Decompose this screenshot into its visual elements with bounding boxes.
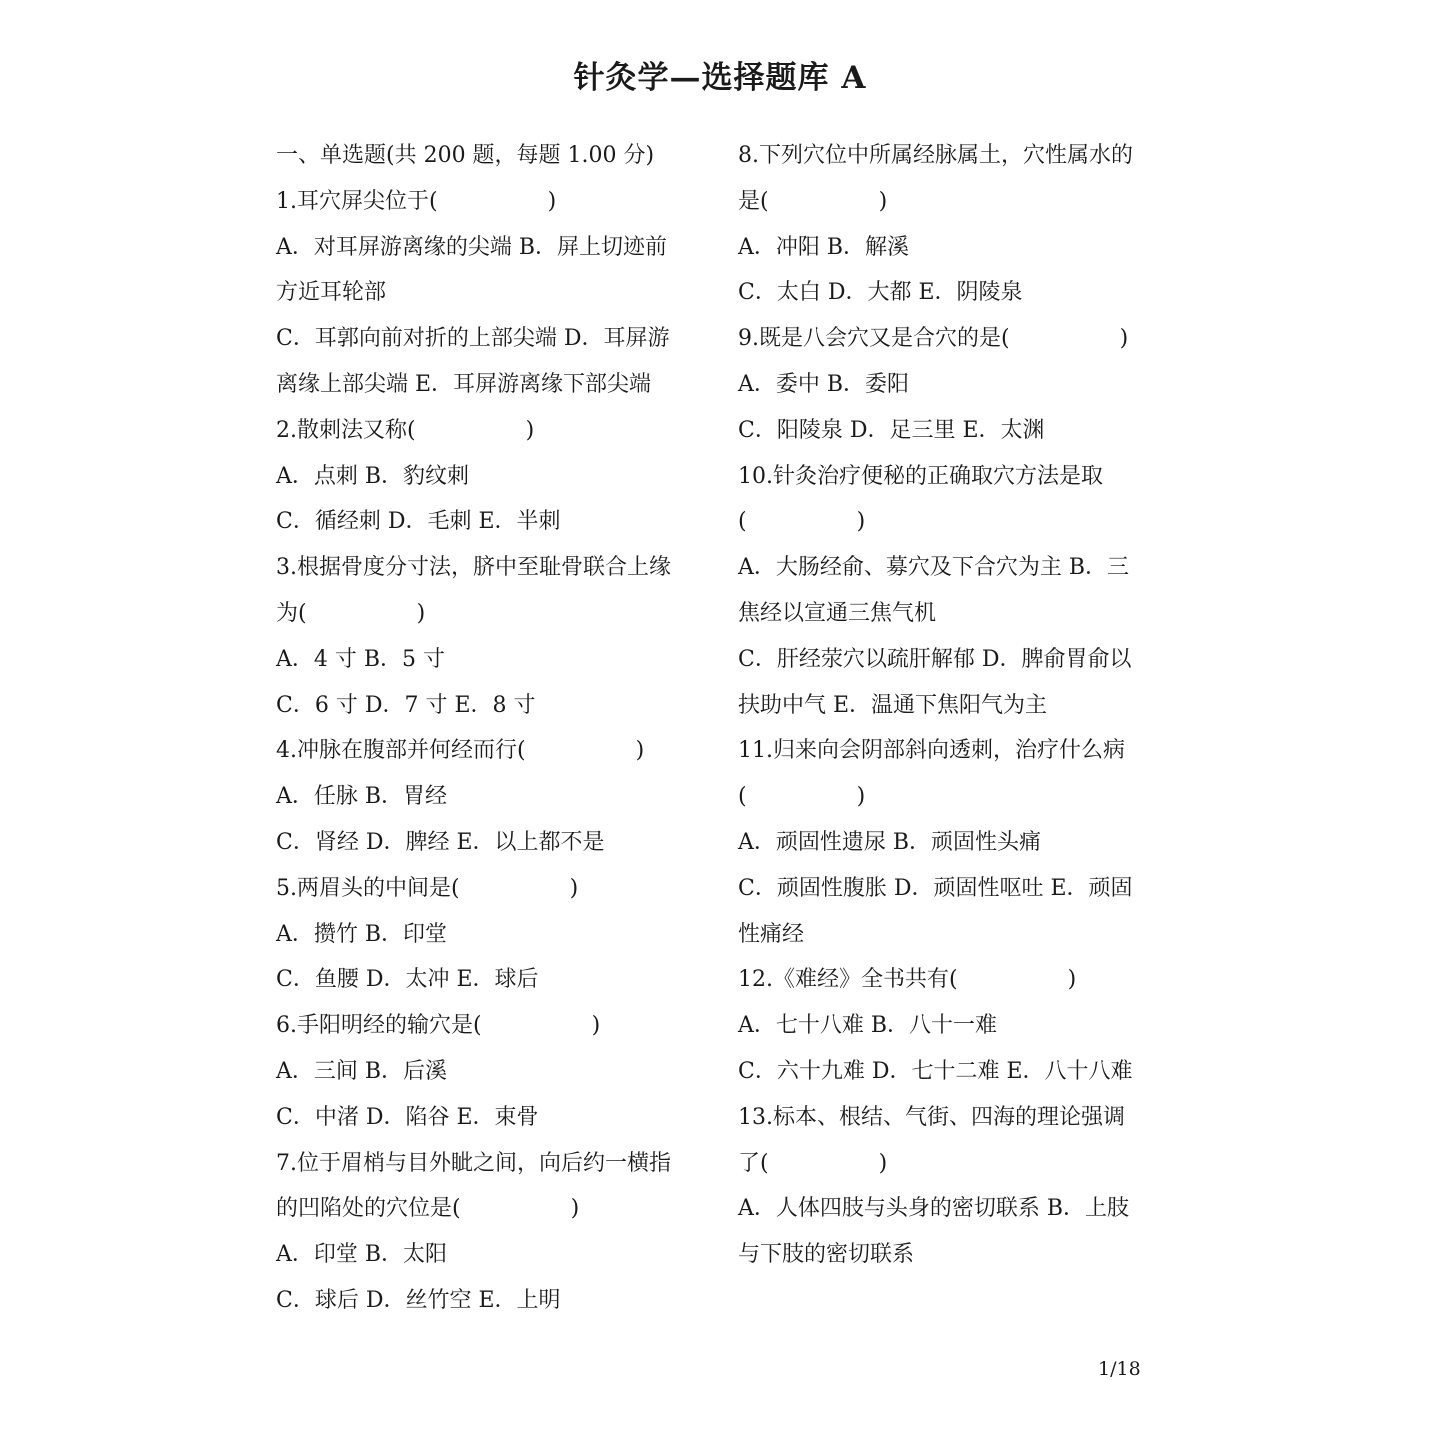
text-line: 是( ) — [738, 188, 888, 214]
text-line: C．肾经 D．脾经 E．以上都不是 — [276, 829, 605, 855]
text-line: A．顽固性遗尿 B．顽固性头痛 — [738, 829, 1042, 855]
text-line: 11.归来向会阴部斜向透刺，治疗什么病 — [738, 738, 1125, 764]
text-line: 1.耳穴屏尖位于( ) — [276, 188, 557, 214]
text-line: C．六十九难 D．七十二难 E．八十八难 — [738, 1058, 1133, 1084]
text-line: C．球后 D．丝竹空 E．上明 — [276, 1287, 561, 1313]
text-line: C．顽固性腹胀 D．顽固性呕吐 E．顽固 — [738, 875, 1133, 901]
text-line: 离缘上部尖端 E．耳屏游离缘下部尖端 — [276, 371, 652, 397]
text-line: C．鱼腰 D．太冲 E．球后 — [276, 967, 539, 993]
text-line: A．4 寸 B．5 寸 — [276, 646, 446, 672]
text-line: 的凹陷处的穴位是( ) — [276, 1196, 580, 1222]
text-line: ( ) — [738, 509, 866, 535]
text-line: 10.针灸治疗便秘的正确取穴方法是取 — [738, 463, 1103, 489]
text-line: 7.位于眉梢与目外眦之间，向后约一横指 — [276, 1150, 671, 1176]
text-line: 9.既是八会穴又是合穴的是( ) — [738, 326, 1129, 352]
page-number: 1/18 — [1098, 1358, 1141, 1380]
text-line: 13.标本、根结、气街、四海的理论强调 — [738, 1104, 1125, 1130]
text-line: ( ) — [738, 784, 866, 810]
text-line: C．中渚 D．陷谷 E．束骨 — [276, 1104, 539, 1130]
text-line: C．阳陵泉 D．足三里 E．太渊 — [738, 417, 1045, 443]
text-line: C．耳郭向前对折的上部尖端 D．耳屏游 — [276, 326, 670, 352]
text-line: A．任脉 B．胃经 — [276, 784, 448, 810]
text-line: 6.手阳明经的输穴是( ) — [276, 1013, 601, 1039]
text-line: 方近耳轮部 — [276, 280, 387, 306]
text-line: 扶助中气 E．温通下焦阳气为主 — [738, 692, 1048, 718]
text-line: A．七十八难 B．八十一难 — [738, 1013, 998, 1039]
right-column — [738, 133, 1168, 1278]
document-title: 针灸学—选择题库 A — [573, 60, 867, 96]
text-line: 为( ) — [276, 600, 426, 626]
text-line: A．点刺 B．豹纹刺 — [276, 463, 470, 489]
text-line: 12.《难经》全书共有( ) — [738, 967, 1077, 993]
text-line: A．大肠经俞、募穴及下合穴为主 B．三 — [738, 555, 1130, 581]
text-line: C．6 寸 D．7 寸 E．8 寸 — [276, 692, 536, 718]
text-line: C．循经刺 D．毛刺 E．半刺 — [276, 509, 561, 535]
text-line: 8.下列穴位中所属经脉属土，穴性属水的 — [738, 143, 1133, 168]
text-line: A．攒竹 B．印堂 — [276, 921, 448, 947]
text-line: 3.根据骨度分寸法，脐中至耻骨联合上缘 — [276, 555, 671, 581]
text-line: 与下肢的密切联系 — [738, 1242, 915, 1268]
text-line: 一、单选题(共 200 题，每题 1.00 分) — [276, 143, 655, 168]
text-line: 4.冲脉在腹部并何经而行( ) — [276, 738, 645, 764]
text-line: C．太白 D．大都 E．阴陵泉 — [738, 280, 1023, 306]
text-line: A．人体四肢与头身的密切联系 B．上肢 — [738, 1196, 1130, 1222]
left-column — [276, 133, 706, 1324]
text-line: A．三间 B．后溪 — [276, 1058, 448, 1084]
text-line: A．印堂 B．太阳 — [276, 1242, 448, 1268]
text-line: A．委中 B．委阳 — [738, 371, 910, 397]
text-line: 焦经以宣通三焦气机 — [738, 600, 937, 626]
text-line: 性痛经 — [738, 921, 805, 947]
text-line: A．冲阳 B．解溪 — [738, 234, 910, 260]
text-line: 2.散刺法又称( ) — [276, 417, 535, 443]
text-line: C．肝经荥穴以疏肝解郁 D．脾俞胃俞以 — [738, 646, 1132, 672]
text-line: 了( ) — [738, 1150, 888, 1176]
text-line: 5.两眉头的中间是( ) — [276, 875, 579, 901]
text-line: A．对耳屏游离缘的尖端 B．屏上切迹前 — [276, 234, 668, 260]
